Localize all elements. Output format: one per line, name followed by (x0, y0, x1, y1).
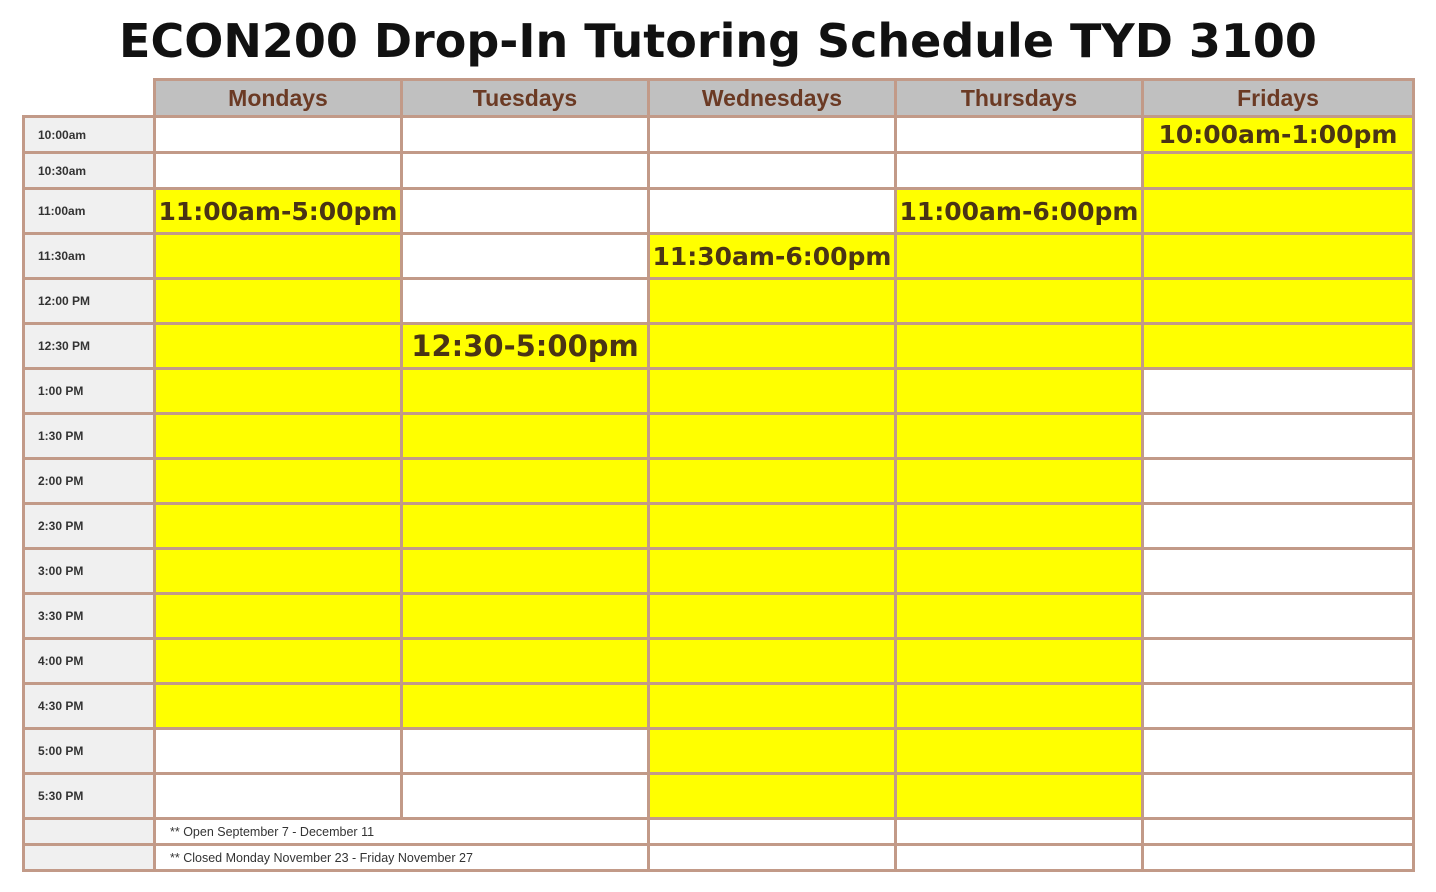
slot-cell (1143, 639, 1414, 684)
slot-cell (649, 549, 896, 594)
slot-cell (649, 845, 896, 871)
slot-cell (1143, 279, 1414, 324)
slot-cell (649, 459, 896, 504)
slot-cell (896, 279, 1143, 324)
slot-cell (649, 639, 896, 684)
slot-cell (402, 324, 649, 369)
time-label: 1:30 PM (24, 414, 155, 459)
slot-cell (155, 279, 402, 324)
slot-cell (1143, 234, 1414, 279)
corner-cell (24, 80, 155, 117)
slot-cell (402, 684, 649, 729)
time-row (24, 729, 1414, 774)
slot-cell (649, 504, 896, 549)
slot-cell (402, 117, 649, 153)
day-header-thursday: Thursdays (896, 80, 1143, 117)
slot-cell (1143, 729, 1414, 774)
slot-cell (649, 153, 896, 189)
slot-cell (1143, 594, 1414, 639)
slot-cell (1143, 414, 1414, 459)
day-header-wednesday: Wednesdays (649, 80, 896, 117)
time-row (24, 369, 1414, 414)
slot-cell (649, 234, 896, 279)
time-row (24, 189, 1414, 234)
slot-cell (649, 369, 896, 414)
slot-cell (155, 549, 402, 594)
time-row (24, 153, 1414, 189)
time-label: 3:00 PM (24, 549, 155, 594)
time-label: 3:30 PM (24, 594, 155, 639)
time-label: 10:00am (24, 117, 155, 153)
wednesday-hours: 11:30am-6:00pm (652, 241, 892, 271)
slot-cell (649, 324, 896, 369)
slot-cell (155, 414, 402, 459)
slot-cell (896, 189, 1143, 234)
day-header-monday: Mondays (155, 80, 402, 117)
time-row (24, 684, 1414, 729)
tuesday-hours: 12:30-5:00pm (411, 329, 639, 363)
empty-label (24, 845, 155, 871)
time-row (24, 234, 1414, 279)
slot-cell (896, 774, 1143, 819)
slot-cell (155, 153, 402, 189)
slot-cell (402, 594, 649, 639)
time-row (24, 117, 1414, 153)
time-label: 10:30am (24, 153, 155, 189)
time-label: 2:00 PM (24, 459, 155, 504)
slot-cell (402, 639, 649, 684)
empty-label (24, 819, 155, 845)
slot-cell (155, 117, 402, 153)
time-row (24, 639, 1414, 684)
slot-cell (649, 279, 896, 324)
slot-cell (649, 414, 896, 459)
slot-cell (649, 117, 896, 153)
time-label: 1:00 PM (24, 369, 155, 414)
slot-cell (1143, 459, 1414, 504)
slot-cell (402, 414, 649, 459)
slot-cell (1143, 774, 1414, 819)
slot-cell (649, 819, 896, 845)
thursday-hours: 11:00am-6:00pm (899, 196, 1139, 226)
friday-hours: 10:00am-1:00pm (1158, 120, 1398, 149)
slot-cell (1143, 153, 1414, 189)
slot-cell (1143, 549, 1414, 594)
day-header-friday: Fridays (1143, 80, 1414, 117)
slot-cell (402, 504, 649, 549)
slot-cell (402, 153, 649, 189)
slot-cell (896, 369, 1143, 414)
slot-cell (155, 729, 402, 774)
slot-cell (1143, 324, 1414, 369)
slot-cell (649, 684, 896, 729)
slot-cell (402, 189, 649, 234)
slot-cell (649, 594, 896, 639)
slot-cell (402, 369, 649, 414)
time-row (24, 774, 1414, 819)
time-label: 4:00 PM (24, 639, 155, 684)
open-dates-note: ** Open September 7 - December 11 (155, 819, 649, 845)
slot-cell (402, 729, 649, 774)
slot-cell (155, 324, 402, 369)
slot-cell (649, 189, 896, 234)
slot-cell (896, 153, 1143, 189)
slot-cell (1143, 845, 1414, 871)
slot-cell (649, 774, 896, 819)
slot-cell (649, 729, 896, 774)
time-label: 11:30am (24, 234, 155, 279)
slot-cell (896, 117, 1143, 153)
slot-cell (1143, 684, 1414, 729)
page-title: ECON200 Drop-In Tutoring Schedule TYD 3100 (119, 14, 1317, 68)
slot-cell (1143, 189, 1414, 234)
time-row (24, 324, 1414, 369)
time-label: 11:00am (24, 189, 155, 234)
slot-cell (155, 504, 402, 549)
slot-cell (155, 234, 402, 279)
time-row (24, 414, 1414, 459)
slot-cell (155, 459, 402, 504)
slot-cell (402, 279, 649, 324)
slot-cell (896, 639, 1143, 684)
slot-cell (402, 459, 649, 504)
slot-cell (1143, 504, 1414, 549)
time-row (24, 594, 1414, 639)
time-label: 12:00 PM (24, 279, 155, 324)
time-label: 5:00 PM (24, 729, 155, 774)
time-label: 2:30 PM (24, 504, 155, 549)
slot-cell (896, 594, 1143, 639)
slot-cell (896, 324, 1143, 369)
time-label: 4:30 PM (24, 684, 155, 729)
slot-cell (155, 189, 402, 234)
time-row (24, 549, 1414, 594)
schedule-table (22, 78, 1415, 872)
slot-cell (896, 684, 1143, 729)
slot-cell (896, 819, 1143, 845)
slot-cell (896, 729, 1143, 774)
slot-cell (155, 369, 402, 414)
slot-cell (402, 549, 649, 594)
slot-cell (155, 774, 402, 819)
slot-cell (896, 504, 1143, 549)
day-header-tuesday: Tuesdays (402, 80, 649, 117)
slot-cell (896, 414, 1143, 459)
note-row (24, 845, 1414, 871)
slot-cell (1143, 117, 1414, 153)
closed-dates-note: ** Closed Monday November 23 - Friday November 27 (155, 845, 649, 871)
slot-cell (1143, 819, 1414, 845)
slot-cell (896, 549, 1143, 594)
time-row (24, 279, 1414, 324)
slot-cell (155, 639, 402, 684)
slot-cell (896, 234, 1143, 279)
slot-cell (402, 774, 649, 819)
slot-cell (896, 459, 1143, 504)
time-row (24, 504, 1414, 549)
slot-cell (155, 594, 402, 639)
time-row (24, 459, 1414, 504)
note-row (24, 819, 1414, 845)
time-label: 12:30 PM (24, 324, 155, 369)
slot-cell (1143, 369, 1414, 414)
slot-cell (402, 234, 649, 279)
slot-cell (155, 684, 402, 729)
monday-hours: 11:00am-5:00pm (158, 196, 398, 226)
time-label: 5:30 PM (24, 774, 155, 819)
slot-cell (896, 845, 1143, 871)
